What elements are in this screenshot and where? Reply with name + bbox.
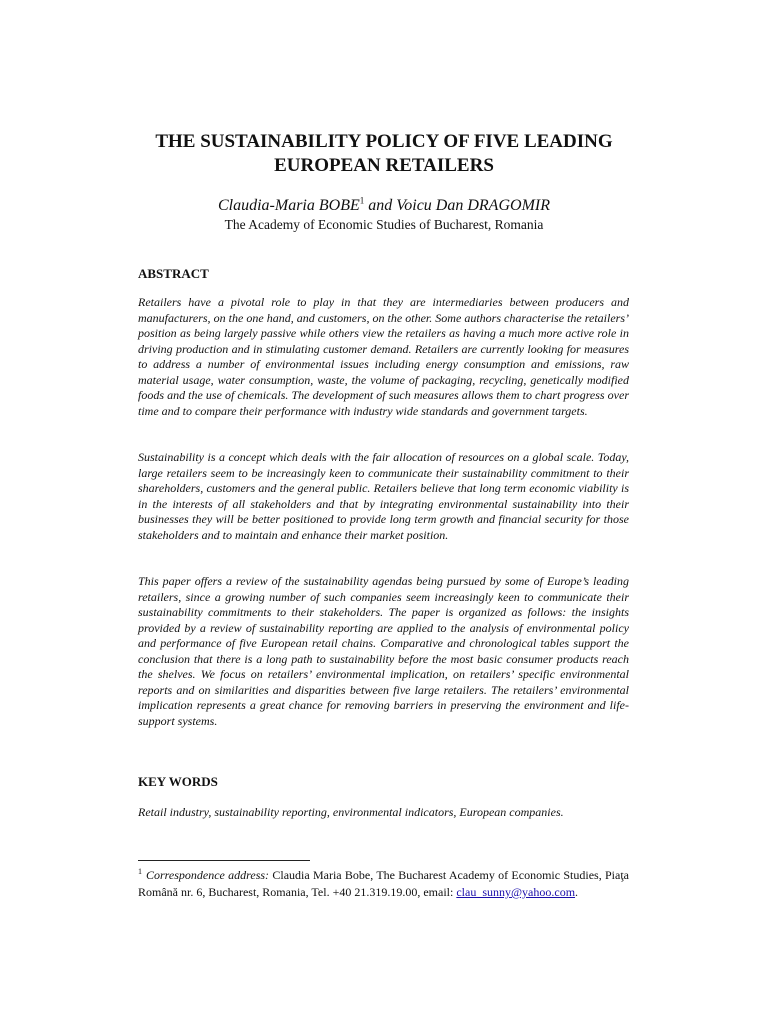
footnote-address: Claudia Maria Bobe, The Bucharest Academy of Economic Studies, Piaţa Română nr. 6, Bucharest, Romania, Tel. +40 21.319.19.00, email:	[138, 868, 629, 899]
paper-title-line-2: EUROPEAN RETAILERS	[274, 155, 494, 176]
author-name-2: and Voicu Dan DRAGOMIR	[364, 197, 550, 214]
abstract-heading: ABSTRACT	[138, 266, 209, 281]
author-name-1: Claudia-Maria BOBE	[217, 197, 360, 214]
paper-title-line-1: THE SUSTAINABILITY POLICY OF FIVE LEADING	[155, 131, 613, 152]
abstract-paragraph-3: This paper offers a review of the sustainability agendas being pursued by some of Europe’s leading retailers, since a growing number of such companies seem increasingly keen to communicate their sustainability commitments to their stakeholders. The paper is organized as follows: the insights provided by a review of sustainability reporting are applied to the analysis of environmental policy and performance of five European retail chains. Comparative and chronological tables support the conclusion that there is a long path to sustainability before the most basic consumer products reach the shelves. We focus on retailers’ environmental implication, on retailers’ specific environmental reports and on similarities and disparities between five large retailers. The retailers’ environmental implication represents a great chance for removing barriers in preserving the environment and life-support systems.	[138, 574, 629, 728]
footnote-number: 1	[138, 867, 142, 876]
footnote-divider	[138, 860, 310, 861]
footnote	[138, 867, 629, 901]
paper-title	[100, 130, 668, 178]
email-link[interactable]: clau_sunny@yahoo.com	[456, 885, 576, 899]
footnote-marker: 1	[359, 195, 365, 206]
keywords-heading: KEY WORDS	[138, 774, 218, 789]
abstract-paragraph-1: Retailers have a pivotal role to play in that they are intermediaries between producers and manufacturers, on the one hand, and customers, on the other. Some authors characterise the retailers’ position as being largely passive while others view the retailers as having a much more active role in driving production and in stimulating customer demand. Retailers are currently looking for measures to address a number of environmental issues including energy consumption and emissions, raw material usage, water consumption, waste, the volume of packaging, recycling, genetically modified foods and the use of chemicals. The development of such measures allows them to chart progress over time and to compare their performance with industry wide standards and government targets.	[138, 295, 629, 418]
author-list	[100, 196, 668, 216]
author-affiliation: The Academy of Economic Studies of Bucharest, Romania	[224, 217, 544, 232]
abstract-paragraph-2: Sustainability is a concept which deals with the fair allocation of resources on a global scale. Today, large retailers seem to be increasingly keen to communicate their sustainability commitment to their shareholders, customers and the general public. Retailers believe that long term economic viability is in the interests of all stakeholders and that by integrating environmental sustainability into their businesses they will be better positioned to provide long term growth and financial security for those stakeholders and to maintain and enhance their market position.	[138, 450, 629, 542]
footnote-lead: Correspondence address:	[146, 868, 270, 882]
keywords-text: Retail industry, sustainability reporting, environmental indicators, European companies.	[138, 805, 564, 819]
footnote-period: .	[575, 885, 579, 899]
